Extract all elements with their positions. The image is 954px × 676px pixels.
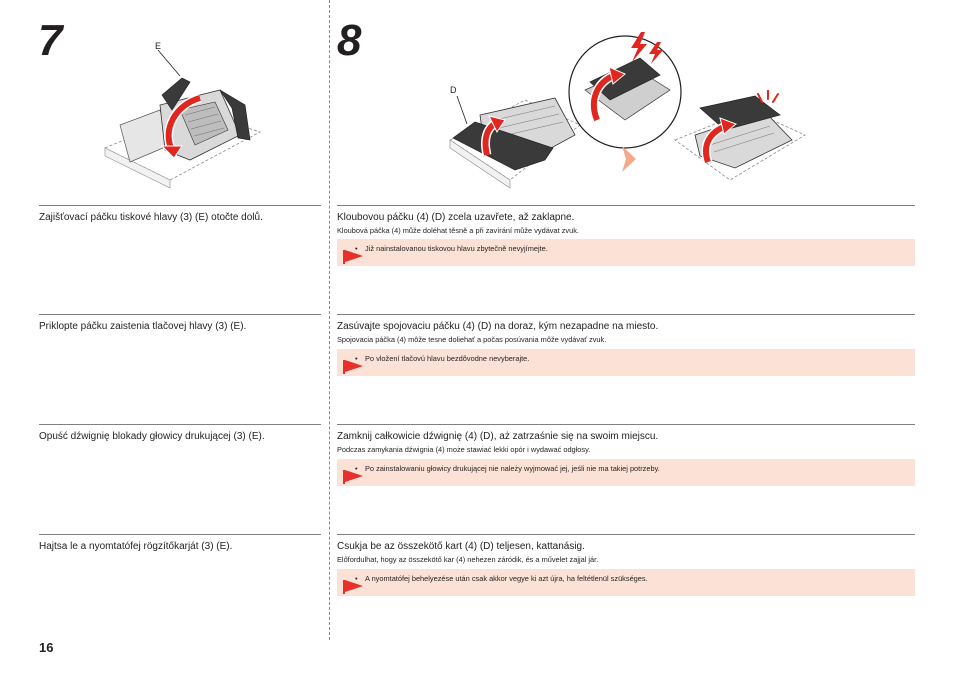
row-3-right-subnote: Podczas zamykania dźwignia (4) może stawiać lekki opór i wydawać odgłosy. bbox=[337, 445, 591, 454]
row-4-left-rule bbox=[39, 534, 321, 535]
row-3-left-instruction: Opuść dźwignię blokady głowicy drukującej (3) (E). bbox=[39, 431, 265, 442]
callout-e-label: E bbox=[155, 41, 162, 51]
row-3-right-rule bbox=[337, 424, 915, 425]
note-bullet: • bbox=[355, 354, 358, 363]
row-4-note-text: A nyomtatófej behelyezése után csak akkor vegye ki azt újra, ha feltétlenül szükséges. bbox=[365, 574, 648, 583]
row-4-caution-note bbox=[337, 569, 915, 596]
row-1-right-rule bbox=[337, 205, 915, 206]
row-1-left-rule bbox=[39, 205, 321, 206]
row-4-left-instruction: Hajtsa le a nyomtatófej rögzítőkarját (3) (E). bbox=[39, 541, 233, 552]
row-4-right-rule bbox=[337, 534, 915, 535]
row-2-caution-note bbox=[337, 349, 915, 376]
row-1-right-subnote: Kloubová páčka (4) může doléhat těsně a při zavírání může vydávat zvuk. bbox=[337, 226, 579, 235]
row-2-left-rule bbox=[39, 314, 321, 315]
row-2-right-rule bbox=[337, 314, 915, 315]
row-3-note-text: Po zainstalowaniu głowicy drukującej nie należy wyjmować jej, jeśli nie ma takiej potrzeby. bbox=[365, 464, 660, 473]
row-1-right-instruction: Kloubovou páčku (4) (D) zcela uzavřete, až zaklapne. bbox=[337, 212, 575, 223]
callout-d-label: D bbox=[450, 85, 457, 95]
note-bullet: • bbox=[355, 244, 358, 253]
illustration-print-head-lever bbox=[100, 50, 275, 195]
row-4-right-subnote: Előfordulhat, hogy az összekötő kar (4) nehezen záródik, és a művelet zajjal jár. bbox=[337, 555, 599, 564]
column-divider bbox=[329, 0, 330, 640]
row-1-left-instruction: Zajišťovací páčku tiskové hlavy (3) (E) otočte dolů. bbox=[39, 212, 263, 223]
chevron-right-icon bbox=[620, 146, 638, 172]
red-flag-icon bbox=[343, 578, 363, 594]
note-bullet: • bbox=[355, 574, 358, 583]
row-2-right-instruction: Zasúvajte spojovaciu páčku (4) (D) na doraz, kým nezapadne na miesto. bbox=[337, 321, 659, 332]
row-2-right-subnote: Spojovacia páčka (4) môže tesne doliehať a počas posúvania môže vydávať zvuk. bbox=[337, 335, 607, 344]
row-3-right-instruction: Zamknij całkowicie dźwignię (4) (D), aż zatrzaśnie się na swoim miejscu. bbox=[337, 431, 659, 442]
row-2-note-text: Po vložení tlačovú hlavu bezdôvodne nevyberajte. bbox=[365, 354, 530, 363]
row-3-caution-note bbox=[337, 459, 915, 486]
row-1-caution-note bbox=[337, 239, 915, 266]
note-bullet: • bbox=[355, 464, 358, 473]
red-flag-icon bbox=[343, 468, 363, 484]
red-flag-icon bbox=[343, 248, 363, 264]
illustration-lever-closed bbox=[670, 90, 810, 195]
row-3-left-rule bbox=[39, 424, 321, 425]
row-1-note-text: Již nainstalovanou tiskovou hlavu zbytečně nevyjímejte. bbox=[365, 244, 548, 253]
row-2-left-instruction: Priklopte páčku zaistenia tlačovej hlavy (3) (E). bbox=[39, 321, 247, 332]
step-number-7: 7 bbox=[38, 16, 61, 65]
red-flag-icon bbox=[343, 358, 363, 374]
page-number: 16 bbox=[39, 640, 54, 655]
row-4-right-instruction: Csukja be az összekötő kart (4) (D) teljesen, kattanásig. bbox=[337, 541, 585, 552]
step-number-8: 8 bbox=[337, 16, 360, 65]
illustration-joint-lever bbox=[445, 20, 705, 195]
